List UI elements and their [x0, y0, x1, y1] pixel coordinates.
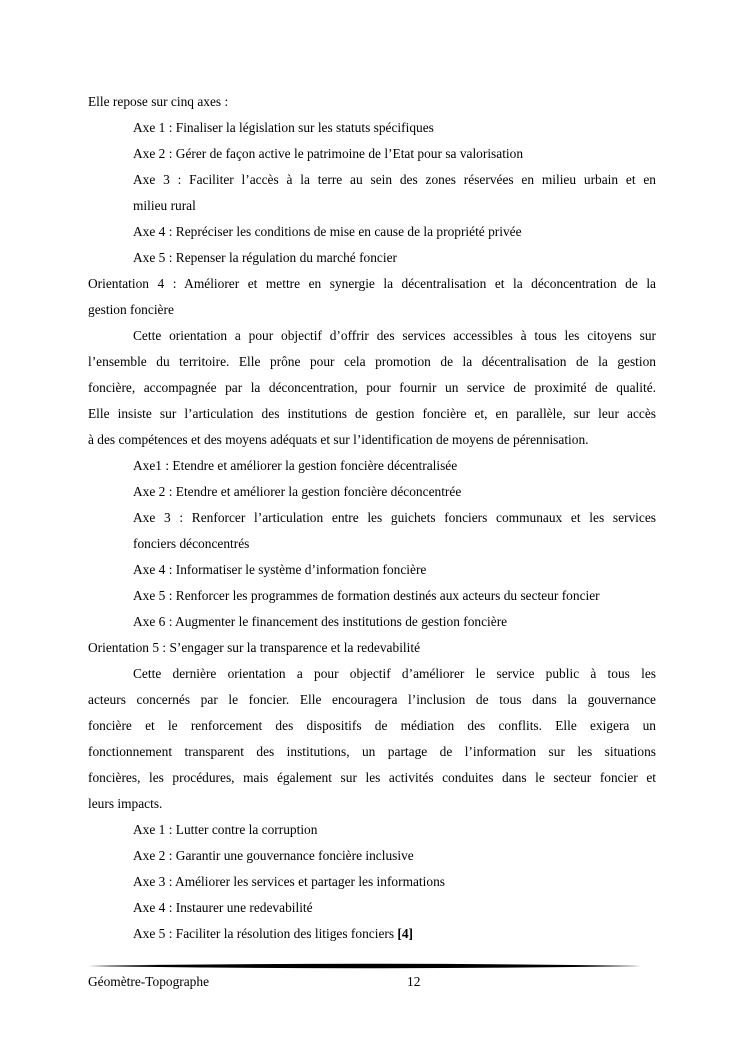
paragraph-line: leurs impacts. [88, 796, 163, 811]
paragraph-line: Cette dernière orientation a pour objectif d’améliorer le service public à tous les [133, 666, 656, 681]
list-item: Axe 2 : Etendre et améliorer la gestion foncière déconcentrée [133, 484, 462, 499]
paragraph-line: Cette orientation a pour objectif d’offrir des services accessibles à tous les citoyens sur [133, 328, 656, 343]
list-item: Axe 3 : Renforcer l’articulation entre les guichets fonciers communaux et les services [133, 510, 656, 525]
section-heading-continuation: gestion foncière [88, 302, 174, 317]
footer-rule [88, 963, 641, 969]
paragraph-line: foncières, les procédures, mais également sur les activités conduites dans le secteur foncier et [88, 770, 656, 785]
footer-title: Géomètre-Topographe [88, 974, 210, 989]
list-item: Axe 6 : Augmenter le financement des institutions de gestion foncière [133, 614, 508, 629]
page-body [88, 89, 656, 947]
list-item: Axe 3 : Améliorer les services et partager les informations [133, 874, 445, 889]
list-item: Axe 1 : Lutter contre la corruption [133, 822, 318, 837]
paragraph-line: acteurs concernés par le foncier. Elle encouragera l’inclusion de tous dans la gouvernance [88, 692, 656, 707]
list-item: Axe 4 : Instaurer une redevabilité [133, 900, 313, 915]
list-item: Axe 4 : Informatiser le système d’information foncière [133, 562, 427, 577]
list-item: Axe 2 : Garantir une gouvernance foncière inclusive [133, 848, 414, 863]
list-item-continuation: milieu rural [133, 198, 196, 213]
list-item: Axe 4 : Repréciser les conditions de mise en cause de la propriété privée [133, 224, 522, 239]
paragraph-line: fonctionnement transparent des institutions, un partage de l’information sur les situations [88, 744, 656, 759]
paragraph-line: l’ensemble du territoire. Elle prône pour cela promotion de la décentralisation de la gestion [88, 354, 656, 369]
list-item: Axe 5 : Renforcer les programmes de formation destinés aux acteurs du secteur foncier [133, 588, 600, 603]
text-line: Elle repose sur cinq axes : [88, 94, 229, 109]
section-heading: Orientation 4 : Améliorer et mettre en synergie la décentralisation et la déconcentration de la [88, 276, 656, 291]
list-item: Axe 3 : Faciliter l’accès à la terre au sein des zones réservées en milieu urbain et en [133, 172, 656, 187]
paragraph-line: à des compétences et des moyens adéquats et sur l’identification de moyens de pérennisation. [88, 432, 589, 447]
paragraph-line: Elle insiste sur l’articulation des institutions de gestion foncière et, en parallèle, sur leur accès [88, 406, 656, 421]
section-heading: Orientation 5 : S’engager sur la transparence et la redevabilité [88, 640, 421, 655]
paragraph-line: foncière, accompagnée par la déconcentration, pour fournir un service de proximité de qualité. [88, 380, 656, 395]
list-item: Axe 5 : Repenser la régulation du marché foncier [133, 250, 397, 265]
list-item: Axe1 : Etendre et améliorer la gestion foncière décentralisée [133, 458, 458, 473]
list-item-last [88, 921, 656, 947]
page-number: 12 [407, 974, 421, 989]
list-item: Axe 1 : Finaliser la législation sur les statuts spécifiques [133, 120, 434, 135]
list-item: Axe 2 : Gérer de façon active le patrimoine de l’Etat pour sa valorisation [133, 146, 524, 161]
list-item-text: Axe 5 : Faciliter la résolution des litiges fonciers [133, 926, 398, 941]
list-item-continuation: fonciers déconcentrés [133, 536, 250, 551]
paragraph-line: foncière et le renforcement des dispositifs de médiation des conflits. Elle exigera un [88, 718, 656, 733]
citation-reference: [4] [397, 926, 414, 941]
